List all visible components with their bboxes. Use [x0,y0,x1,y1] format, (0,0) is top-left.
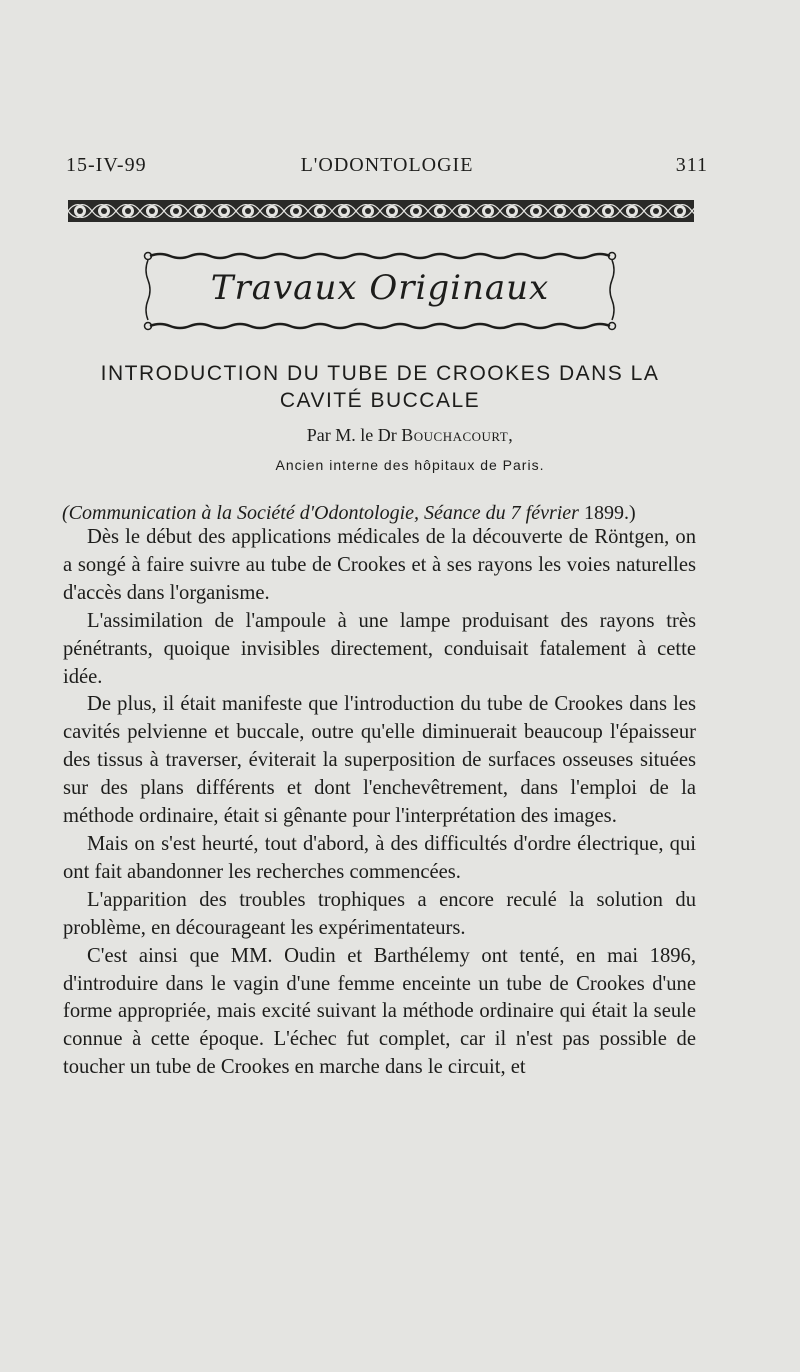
header-page-number: 311 [675,154,708,176]
section-heading-frame [140,246,620,336]
header-journal-title: L'ODONTOLOGIE [300,154,474,176]
communication-note [62,502,700,525]
body-paragraph: Dès le début des applications médicales de la découverte de Röntgen, on a songé à faire suivre au tube de Crookes et à ses rayons les voies naturelles d'accès dans l'organisme. [63,526,696,604]
body-paragraph: L'apparition des troubles trophiques a encore reculé la solution du problème, en décourageant les expérimentateurs. [63,888,696,939]
communication-text: (Communication à la Société d'Odontologie, Séance du 7 février [62,502,579,524]
header-date: 15-IV-99 [66,154,147,176]
article-body [63,524,696,1082]
body-paragraph: C'est ainsi que MM. Oudin et Barthélemy ont tenté, en mai 1896, d'introduire dans le vagin d'une femme enceinte un tube de Crookes d'une forme appropriée, mais excité suivant la méthode ordinaire qui était la seule connue à cette époque. L'échec fut complet, car il n'est pas possible de toucher un tube de Crookes en marche dans le circuit, et [63,944,696,1079]
body-paragraph: Mais on s'est heurté, tout d'abord, à des difficultés d'ordre électrique, qui ont fait abandonner les recherches commencées. [63,832,696,883]
article-title: INTRODUCTION DU TUBE DE CROOKES DANS LA CAVITÉ BUCCALE [100,362,660,412]
body-paragraph: L'assimilation de l'ampoule à une lampe produisant des rayons très pénétrants, quoique invisibles directement, conduisait fatalement à cette idée. [63,609,696,688]
running-header [66,150,708,186]
communication-year: 1899.) [583,502,636,524]
author-prefix: Par M. le Dr [306,425,397,445]
author-line [0,425,800,446]
author-name: Bouchacourt, [401,425,514,445]
author-affiliation: Ancien interne des hôpitaux de Paris. [275,457,545,473]
decorative-ornament-band [68,200,694,222]
body-paragraph: De plus, il était manifeste que l'introduction du tube de Crookes dans les cavités pelvienne et buccale, outre qu'elle diminuerait beaucoup l'épaisseur des tissus à traverser, éviterait la superposition de surfaces osseuses situées sur des plans différents et dont l'enchevêtrement, dans l'emploi de la méthode ordinaire, était si gênante pour l'interprétation des images. [63,693,696,828]
section-heading: Travaux Originaux [210,268,550,308]
